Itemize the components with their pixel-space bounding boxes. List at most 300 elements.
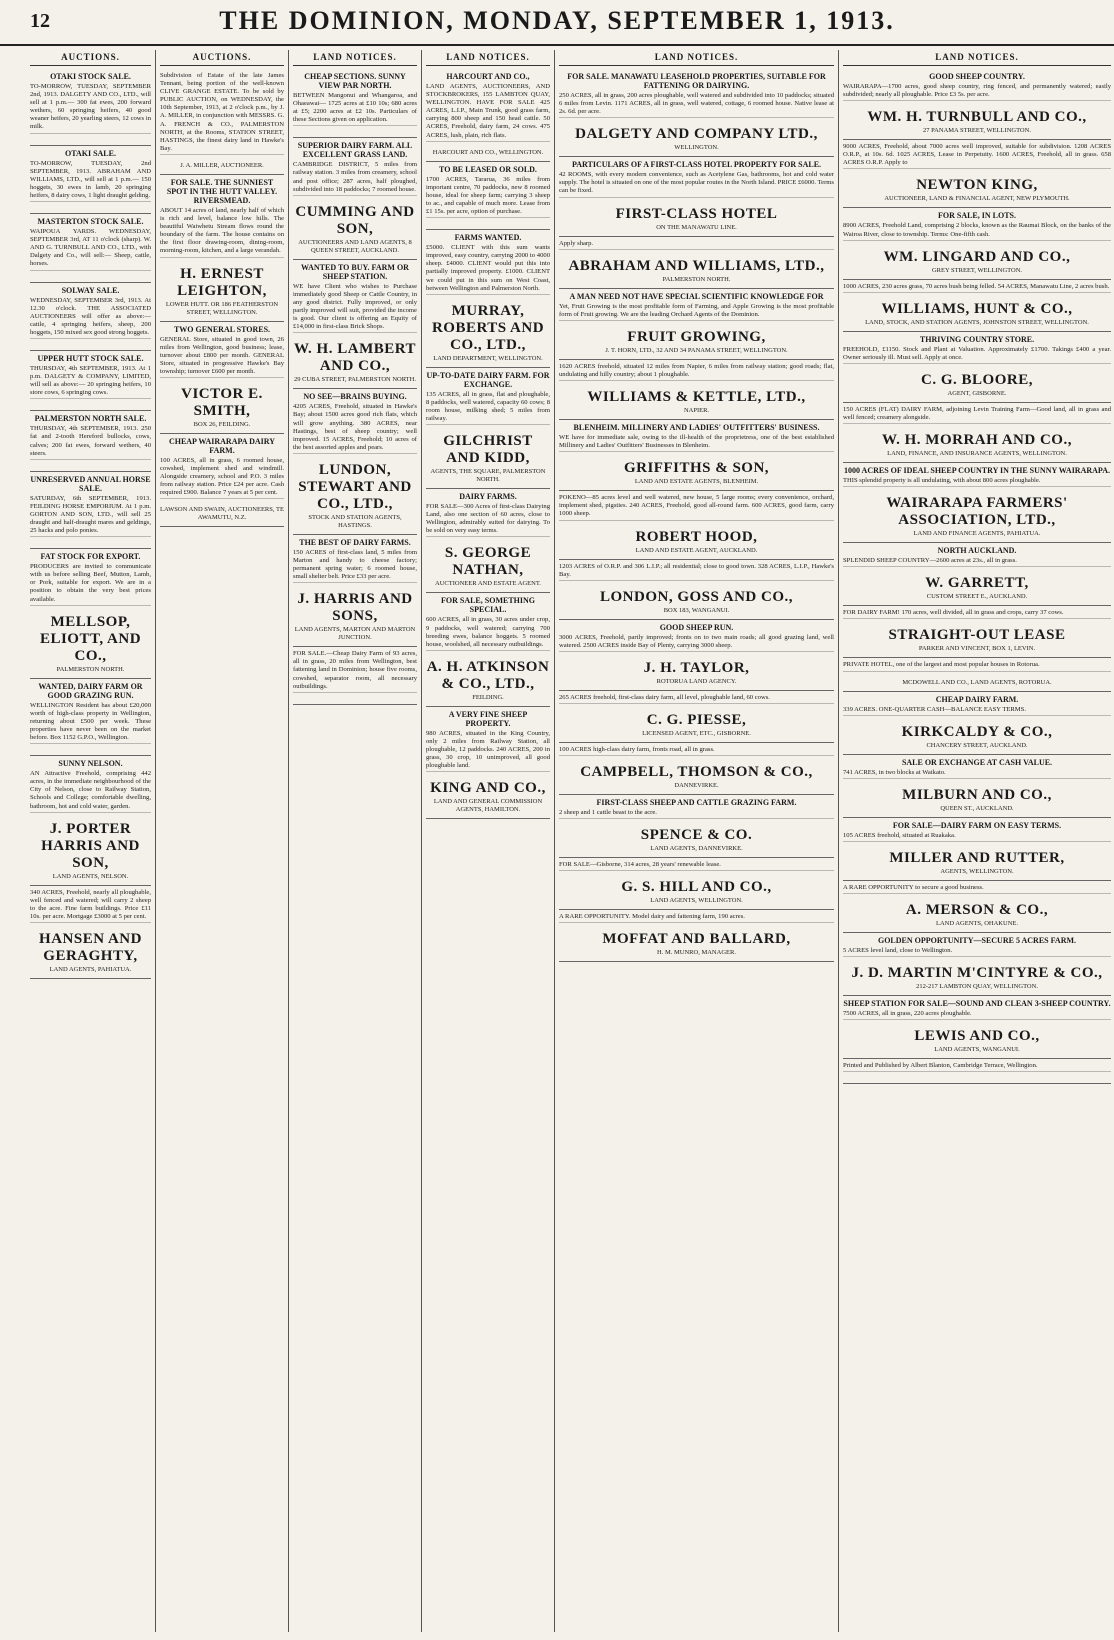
ad-body: AN Attractive Freehold, comprising 442 acres, in the immediate neighbourhood of the City of Nelson, close to Railway Station, Schools and College; comfortable dwelling, bathroom, hot and cold water, garden. [30, 770, 151, 810]
advertisement [30, 756, 151, 885]
ad-heading: THE BEST OF DAIRY FARMS. [299, 537, 411, 547]
ad-heading: TO BE LEASED OR SOLD. [439, 164, 537, 174]
ad-body: £5000. CLIENT with this sum wants improved, easy country, carrying 2000 to 4000 sheep. £4000. CLIENT would put this into partially improved property. £1000. CLIENT we could put in this sum on West Coast, between Wellington and Palmerston North. [426, 244, 550, 292]
ad-advertiser-address: MCDOWELL AND CO., LAND AGENTS, ROTORUA. [902, 678, 1052, 686]
ad-heading: GOOD SHEEP RUN. [659, 622, 734, 632]
ad-body: TO-MORROW, TUESDAY, 2nd SEPTEMBER, 1913. ABRAHAM AND WILLIAMS, LTD., will sell at 1 p.m.— 150 hoggets, 30 ewes in lamb, 20 springing heifers, 8 dairy cows, 1 light draught gelding. [30, 159, 151, 199]
ad-body: FOR SALE—Gisborne, 314 acres, 28 years' renewable lease. [559, 861, 721, 869]
advertisement [30, 472, 151, 549]
column-1 [26, 50, 156, 1632]
small-print-lines [559, 520, 834, 527]
small-print-lines [559, 703, 834, 710]
small-print-lines [30, 133, 151, 140]
advertisement [30, 214, 151, 282]
advertisement [426, 69, 550, 162]
small-print-lines [426, 294, 550, 301]
advertisement [559, 420, 834, 491]
ad-advertiser-address: 27 PANAMA STREET, WELLINGTON. [923, 127, 1031, 135]
ad-advertiser-address: ROTORUA LAND AGENCY. [656, 677, 737, 685]
ad-body: POKENO—85 acres level and well watered, new house, 5 large rooms; every convenience, orchard, implement shed, pigsties. 240 ACRES, Freehold, good all-round farm. 600 ACRES, good farm, carry 1000 sheep. [559, 494, 834, 518]
ad-advertiser-name: WILLIAMS & KETTLE, LTD., [587, 389, 806, 406]
advertisement [160, 175, 284, 322]
ad-heading: THRIVING COUNTRY STORE. [919, 334, 1035, 344]
small-print-lines [843, 841, 1111, 848]
small-print-lines [30, 201, 151, 208]
ad-advertiser-name: C. G. BLOORE, [921, 371, 1033, 388]
ad-body: TO-MORROW, TUESDAY, SEPTEMBER 2nd, 1913. DALGETY AND CO., LTD., will sell at 1 p.m.— 300 fat ewes, 200 forward wethers, 60 springing heifers, 40 good weaner heifers, 20 yearling steers, 12 cows in milk. [30, 83, 151, 131]
masthead [0, 0, 1114, 46]
ad-heading: A VERY FINE SHEEP PROPERTY. [448, 709, 528, 728]
ad-heading: GOLDEN OPPORTUNITY—SECURE 5 ACRES FARM. [877, 935, 1077, 945]
advertisement [843, 332, 1111, 403]
ad-body: THIS splendid property is all undulating, with about 800 acres ploughable. [843, 477, 1041, 485]
small-print-lines [30, 922, 151, 929]
column-5 [555, 50, 839, 1632]
advertisement [559, 491, 834, 559]
ad-body: 9000 ACRES, Freehold, about 7000 acres well improved, suitable for subdivision. 1208 ACRES O.R.P., at 10s. 6d. 1025 ACRES, Lease in Perpetuity. 1600 ACRES, Freehold, all in grass. 658 ACRES O.R.P. Apply to [843, 143, 1111, 167]
advertisement [426, 707, 550, 819]
ad-advertiser-name: J. HARRIS AND SONS, [297, 591, 413, 625]
small-print-lines [559, 755, 834, 762]
small-print-lines [843, 956, 1111, 963]
advertisement [293, 535, 417, 647]
ad-heading: SALE OR EXCHANGE AT CASH VALUE. [901, 757, 1053, 767]
ad-advertiser-name: LUNDON, STEWART AND CO., LTD., [298, 461, 412, 512]
column-6 [839, 50, 1114, 1632]
ad-heading: FOR SALE. THE SUNNIEST SPOT IN THE HUTT VALLEY. RIVERSMEAD. [166, 177, 278, 205]
advertisement [559, 910, 834, 962]
ad-advertiser-name: KING AND CO., [430, 780, 546, 797]
ad-advertiser-address: PALMERSTON NORTH. [56, 665, 125, 673]
small-print-lines [30, 459, 151, 466]
ad-body: 42 ROOMS, with every modern convenience, such as Acetylene Gas, bathrooms, hot and cold water supply. The hotel is situated on one of the most popular routes in the North Island. PRICE £6000. Terms can be fixed. [559, 171, 834, 195]
ad-body: WELLINGTON Resident has about £20,000 worth of high-class property in Wellington, returning about £500 per week. These properties have never been on the market before. Box 1152 G.P.O., Wellington. [30, 701, 151, 742]
ad-advertiser-name: STRAIGHT-OUT LEASE [888, 627, 1066, 644]
small-print-lines [293, 195, 417, 202]
column-heading: LAND NOTICES. [293, 50, 417, 66]
small-print-lines [160, 154, 284, 161]
ad-advertiser-name: CAMPBELL, THOMSON & CO., [580, 764, 813, 781]
advertisement [559, 691, 834, 743]
ad-heading: CHEAP SECTIONS. SUNNY VIEW PAR NORTH. [304, 72, 406, 90]
ad-body: A RARE OPPORTUNITY to secure a good business. [843, 883, 984, 891]
advertisement [160, 322, 284, 434]
advertisement [293, 260, 417, 390]
ad-advertiser-address: AGENT, GISBORNE. [947, 389, 1007, 397]
ad-body: WEDNESDAY, SEPTEMBER 3rd, 1913. At 12.30 o'clock. THE ASSOCIATED AUCTIONEERS will offer as above:— cattle, 4 springing heifers, sheep, 200 hoggets, 150 mixed sex good strong hoggets. [30, 296, 151, 336]
ad-body: 5 ACRES level land, close to Wellington. [843, 946, 953, 954]
ad-advertiser-name: J. D. MARTIN M'CINTYRE & CO., [851, 964, 1103, 981]
small-print-lines [843, 486, 1111, 493]
advertisement [843, 933, 1111, 996]
advertisement [559, 560, 834, 620]
column-4 [422, 50, 555, 1632]
ad-heading: FAT STOCK FOR EXPORT. [40, 552, 141, 562]
ad-heading: OTAKI STOCK SALE. [50, 72, 131, 81]
advertisement [293, 69, 417, 138]
ad-body: 135 ACRES, all in grass, flat and ploughable, 8 paddocks, well watered, capacity 60 cows; 8 room house, milking shed; 5 miles from railway. [426, 390, 550, 422]
ad-body: FOR SALE.—Cheap Dairy Farm of 93 acres, all in grass, 20 miles from Wellington, best fattening land in Dominion; house five rooms, cowshed, separator room, all necessary outbuildings. [293, 650, 417, 690]
advertisement [559, 360, 834, 420]
ad-heading: FARMS WANTED. [454, 233, 522, 243]
small-print-lines [293, 582, 417, 589]
ad-heading: SHEEP STATION FOR SALE—SOUND AND CLEAN 3-SHEEP COUNTRY. [843, 998, 1111, 1008]
ad-body: 265 ACRES freehold, first-class dairy farm, all level, ploughable land, 60 cows. [559, 693, 770, 701]
ad-body: 3000 ACRES, Freehold, partly improved; fronts on to two main roads; all good grazing land, well watered. 2500 ACRES inside Bay of Plenty, carrying 3000 sheep. [559, 633, 834, 649]
ad-advertiser-name: G. S. HILL AND CO., [621, 879, 772, 896]
ad-body: 8900 ACRES, Freehold Land, comprising 2 blocks, known as the Raumai Block, on the banks of the Wairoa River, close to township. Terms: One-fifth cash. [843, 222, 1111, 238]
ad-advertiser-address: CUSTOM STREET E., AUCKLAND. [926, 593, 1028, 601]
ad-advertiser-address: LAND, STOCK, AND STATION AGENTS, JOHNSTON STREET, WELLINGTON. [865, 318, 1089, 326]
small-print-lines [559, 870, 834, 877]
advertisement [559, 743, 834, 795]
small-print-lines [843, 715, 1111, 722]
ad-body: A RARE OPPORTUNITY. Model dairy and fattening farm, 190 acres. [559, 913, 745, 921]
ad-heading: FOR SALE—DAIRY FARM ON EASY TERMS. [892, 820, 1062, 830]
small-print-lines [30, 338, 151, 345]
ad-advertiser-name: J. H. TAYLOR, [643, 659, 750, 676]
small-print-lines [426, 424, 550, 431]
ad-advertiser-address: H. M. MUNRO, MANAGER. [657, 949, 736, 957]
ad-advertiser-address: PARKER AND VINCENT, BOX 1, LEVIN. [918, 645, 1036, 653]
small-print-lines [293, 332, 417, 339]
small-print-lines [30, 398, 151, 405]
ad-heading: NORTH AUCKLAND. [937, 546, 1017, 556]
ad-advertiser-name: GRIFFITHS & SON, [623, 460, 770, 477]
ad-advertiser-address: DANNEVIRKE. [674, 782, 719, 790]
ad-heading: MASTERTON STOCK SALE. [37, 217, 144, 227]
small-print-lines [30, 536, 151, 543]
small-print-lines [160, 498, 284, 505]
ad-advertiser-name: A. MERSON & CO., [905, 901, 1049, 918]
small-print-lines [426, 141, 550, 148]
column-heading: AUCTIONS. [30, 50, 151, 66]
ad-body: FOR DAIRY FARM! 170 acres, well divided, all in grass and crops, carry 37 cows. [843, 609, 1064, 617]
ad-heading: FOR SALE, IN LOTS. [937, 211, 1017, 221]
ad-body: 1620 ACRES freehold, situated 12 miles from Napier, 6 miles from railway station; good roads; flat, undulating and hilly country; about 1 ploughable. [559, 362, 834, 378]
small-print-lines [843, 363, 1111, 370]
small-print-lines [559, 651, 834, 658]
advertisement [293, 138, 417, 259]
ad-advertiser-address: ON THE MANAWATU LINE. [656, 223, 737, 231]
small-print-lines [559, 451, 834, 458]
ad-advertiser-name: GILCHRIST AND KIDD, [443, 433, 533, 467]
advertisement [30, 69, 151, 146]
small-print-lines [293, 125, 417, 132]
ad-advertiser-address: LAND AND FINANCE AGENTS, PAHIATUA. [913, 530, 1041, 538]
small-print-lines [843, 566, 1111, 573]
advertisement [559, 858, 834, 910]
ad-body: THURSDAY, 4th SEPTEMBER, 1913. 250 fat and 2-tooth Hereford bullocks, cows, calves; 200 fat ewes, forward wethers, 40 steers. [30, 425, 151, 457]
ad-heading: WANTED, DAIRY FARM OR GOOD GRAZING RUN. [38, 681, 143, 700]
advertisement [559, 620, 834, 691]
small-print-lines [426, 650, 550, 657]
ad-advertiser-name: ABRAHAM AND WILLIAMS, LTD., [568, 257, 825, 274]
ad-body: PRIVATE HOTEL, one of the largest and most popular houses in Rotorua. [843, 661, 1040, 669]
ad-advertiser-address: AUCTIONEERS AND LAND AGENTS, 8 QUEEN STREET, AUCKLAND. [298, 238, 412, 254]
small-print-lines [843, 240, 1111, 247]
ad-heading: A MAN NEED NOT HAVE SPECIAL SCIENTIFIC KNOWLEDGE FOR [569, 291, 824, 301]
ad-body: BETWEEN Mangonui and Whangaroa, and Ohaeawai— 1725 acres at £10 10s; 680 acres at £5; 2200 acres at £2 10s. Particulars of these Sections given on application. [293, 92, 417, 124]
column-2 [156, 50, 289, 1632]
column-heading: LAND NOTICES. [426, 50, 550, 66]
advertisement [843, 692, 1111, 755]
ad-body: ABOUT 14 acres of land, nearly half of which is rich and level, balance low hills. The beautiful Waiwhetu Stream flows round the boundary of the farm. The house contains on the first floor drawing-room, dining-room, morning-room, kitchen, and a large verandah. [160, 206, 284, 255]
small-print-lines [559, 320, 834, 327]
ad-advertiser-address: AGENTS, WELLINGTON. [940, 867, 1014, 875]
small-print-lines [559, 197, 834, 204]
small-print-lines [843, 671, 1111, 678]
advertisement [559, 795, 834, 858]
ad-advertiser-address: AGENTS, THE SQUARE, PALMERSTON NORTH. [430, 468, 546, 484]
ad-advertiser-address: AUCTIONEER, LAND & FINANCIAL AGENT, NEW PLYMOUTH. [884, 195, 1070, 203]
ad-heading: FOR SALE. MANAWATU LEASEHOLD PROPERTIES, SUITABLE FOR FATTENING OR DAIRYING. [567, 72, 826, 90]
ad-advertiser-name: MELLSOP, ELIOTT, AND CO., [39, 613, 142, 664]
ad-advertiser-name: WILLIAMS, HUNT & CO., [881, 300, 1073, 317]
advertisement [843, 818, 1111, 881]
small-print-lines [559, 117, 834, 124]
small-print-lines [426, 217, 550, 224]
ad-advertiser-name: H. ERNEST LEIGHTON, [177, 265, 267, 299]
ad-advertiser-address: LAND AND ESTATE AGENT, AUCKLAND. [635, 546, 758, 554]
ad-advertiser-name: LEWIS AND CO., [914, 1028, 1040, 1045]
column-heading: AUCTIONS. [160, 50, 284, 66]
ad-advertiser-address: J. A. MILLER, AUCTIONEER. [180, 161, 264, 169]
ad-body: 2 sheep and 1 cattle beast to the acre. [559, 809, 657, 817]
ad-advertiser-address: LAND AGENTS, NELSON. [52, 872, 129, 880]
advertisement [843, 606, 1111, 658]
advertisement [843, 755, 1111, 818]
ad-advertiser-name: HANSEN AND GERAGHTY, [39, 930, 142, 964]
ad-body: SATURDAY, 6th SEPTEMBER, 1913. FEILDING HORSE EMPORIUM. At 1 p.m. GORTON AND SON, LTD., will sell 25 draught and half-draught mares and geldings, 25 hacks and polo ponies. [30, 494, 151, 535]
ad-advertiser-name: DALGETY AND COMPANY LTD., [575, 126, 818, 143]
small-print-lines [559, 380, 834, 387]
ad-body: 741 ACRES, in two blocks at Waikato. [843, 768, 946, 776]
advertisement [843, 463, 1111, 543]
ad-body: 7500 ACRES, all in grass, 220 acres ploughable. [843, 1009, 972, 1017]
small-print-lines [160, 257, 284, 264]
ad-advertiser-address: LAND DEPARTMENT, WELLINGTON. [433, 354, 543, 362]
ad-advertiser-name: FIRST-CLASS HOTEL [615, 205, 778, 222]
ad-advertiser-name: MILBURN AND CO., [902, 786, 1052, 803]
advertisement [843, 403, 1111, 463]
advertisement [30, 549, 151, 678]
ad-advertiser-address: 29 CUBA STREET, PALMERSTON NORTH. [294, 376, 416, 384]
ad-body: 100 ACRES high-class dairy farm, fronts road, all in grass. [559, 745, 715, 753]
ad-body: WAIPOUA YARDS. WEDNESDAY, SEPTEMBER 3rd, AT 11 o'clock (sharp). W. AND G. TURNBULL AND CO., LTD., with Dalgety and Co., will sell:— Sheep, cattle, horses. [30, 228, 151, 268]
ad-body: WE have for immediate sale, owing to the ill-health of the proprietress, one of the best established Millinery and Ladies' Outfitters' Businesses in Blenheim. [559, 434, 834, 450]
ad-body: 339 ACRES. ONE-QUARTER CASH—BALANCE EASY TERMS. [843, 705, 1026, 713]
advertisement [426, 489, 550, 593]
ad-advertiser-name: FRUIT GROWING, [627, 328, 766, 345]
advertisement [30, 411, 151, 471]
advertisement [559, 237, 834, 289]
ad-heading: PALMERSTON NORTH SALE. [34, 414, 147, 424]
small-print-lines [843, 893, 1111, 900]
ad-heading: UPPER HUTT STOCK SALE. [37, 353, 144, 363]
ad-body: 100 ACRES, all in grass, 6 roomed house, cowshed, implement shed and windmill. Alongside creamery, school and P.O. 3 miles from railway station. Price £24 per acre. Cash required £900. Balance 7 years at 5 per cent. [160, 456, 284, 497]
ad-advertiser-name: WAIRARAPA FARMERS' ASSOCIATION, LTD., [886, 495, 1068, 529]
small-print-lines [843, 292, 1111, 299]
ad-advertiser-address: PALMERSTON NORTH. [662, 275, 731, 283]
ad-body: 150 ACRES (FLAT) DAIRY FARM, adjoining Levin Training Farm—Good land, all in grass and well fenced; creamery alongside. [843, 405, 1111, 422]
ad-heading: 1000 ACRES OF IDEAL SHEEP COUNTRY IN THE SUNNY WAIRARAPA. [844, 466, 1110, 476]
ad-advertiser-address: LAND AGENTS, PAHIATUA. [49, 965, 132, 973]
ad-advertiser-address: LAND AND ESTATE AGENTS, BLENHEIM. [634, 478, 759, 486]
small-print-lines [843, 778, 1111, 785]
ad-advertiser-name: MOFFAT AND BALLARD, [602, 931, 791, 948]
ad-heading: GOOD SHEEP COUNTRY. [929, 72, 1025, 81]
ad-body: WE have Client who wishes to Purchase immediately good Sheep or Cattle Country, in any good district. Fully improved, or only partly improved will suit, provided the income is good. Our client is offering an Equity of £14,000 in first-class Brick Shops. [293, 282, 417, 331]
ad-body: FREEHOLD, £1150. Stock and Plant at Valuation. Approximately £1700. Takings £400 a year. Owner seriously ill. Must sell. Apply at once. [843, 345, 1111, 361]
ad-heading: TWO GENERAL STORES. [173, 324, 271, 334]
advertisement [426, 162, 550, 230]
ad-heading: FOR SALE, SOMETHING SPECIAL. [440, 596, 535, 615]
ad-advertiser-name: KIRKCALDY & CO., [901, 723, 1053, 740]
small-print-lines [426, 771, 550, 778]
advertisement [843, 280, 1111, 332]
ad-advertiser-name: MILLER AND RUTTER, [889, 849, 1065, 866]
ad-body: 250 ACRES, all in grass, 200 acres ploughable, well watered and subdivided into 10 paddocks; situated 6 miles from Levin. 1171 ACRES, all in grass, well watered, cottage, 6 roomed house. Native lease at 2s. 6d. per acre. [559, 92, 834, 116]
ad-body: THURSDAY, 4th SEPTEMBER, 1913. At 1 p.m. DALGETY & COMPANY, LIMITED, will sell as above:— 20 springing heifers, 10 store cows, 6 springing cows. [30, 364, 151, 397]
ad-body: FOR SALE—300 Acres of first-class Dairying Land, also one section of 60 acres, close to Wellington, admirably suited for dairying. To be sold on very easy terms. [426, 503, 550, 535]
ad-advertiser-address: BOX 26, FEILDING. [193, 420, 251, 428]
ad-advertiser-name: ROBERT HOOD, [635, 528, 758, 545]
small-print-lines [426, 536, 550, 543]
ad-heading: WANTED TO BUY. FARM OR SHEEP STATION. [301, 262, 409, 281]
advertisement [293, 647, 417, 704]
ad-heading: PARTICULARS OF A FIRST-CLASS HOTEL PROPERTY FOR SALE. [571, 160, 822, 170]
small-print-lines [293, 692, 417, 699]
ad-heading: CHEAP WAIRARAPA DAIRY FARM. [168, 436, 276, 455]
column-3 [289, 50, 422, 1632]
advertisement [30, 283, 151, 351]
ad-advertiser-address: LAND AGENTS, OHAKUNE. [936, 919, 1018, 927]
ad-advertiser-address: LAWSON AND SWAIN, AUCTIONEERS, TE AWAMUTU, N.Z. [160, 506, 284, 522]
ad-body: 1700 ACRES, Tararua, 36 miles from important centre, 70 paddocks, new 8 roomed house, ideal for sheep farm; carrying 3 sheep to ac., and capable of much more. Lease from £1 15s. per acre, option of purchase. [426, 175, 550, 216]
ad-advertiser-address: AUCTIONEER AND ESTATE AGENT. [435, 580, 541, 588]
ad-advertiser-name: MURRAY, ROBERTS AND CO., LTD., [431, 302, 545, 353]
advertisement [843, 208, 1111, 279]
advertisement [426, 368, 550, 489]
small-print-lines [559, 580, 834, 587]
ad-advertiser-name: VICTOR E. SMITH, [181, 385, 263, 419]
ad-body: 150 ACRES of first-class land, 5 miles from Marton and handy to cheese factory; permanent spring water; 6 roomed house, small shelter belt. Price £33 per acre. [293, 548, 417, 581]
ad-body: 4205 ACRES, Freehold, situated in Hawke's Bay; about 1500 acres good rich flats, which will grow anything. 380 ACRES, near Hastings, best of sheep country; well improved. 15 ACRES, Freehold; 10 acres of the best assorted apples and pears. [293, 403, 417, 451]
ad-body: PRODUCERS are invited to communicate with us before selling Beef, Mutton, Lamb, or Pork, suitable for export. We are in a position to obtain the very best prices available. [30, 563, 151, 603]
ad-body: LAND AGENTS, AUCTIONEERS, AND STOCKBROKERS, 155 LAMBTON QUAY, WELLINGTON. HAVE FOR SALE 425 ACRES, L.I.P., Main Trunk, good grass farm, carrying 800 sheep and 150 head cattle. 50 ACRES, Freehold, dairy farm, 24 cows. 475 ACRES, lush, plain, rich flats. [426, 83, 550, 139]
ad-advertiser-name: A. H. ATKINSON & CO., LTD., [426, 658, 550, 692]
small-print-lines [843, 1019, 1111, 1026]
ad-heading: HARCOURT AND CO., [446, 72, 530, 81]
small-print-lines [30, 605, 151, 612]
small-print-lines [843, 100, 1111, 107]
advertisement [559, 69, 834, 157]
advertisement [30, 886, 151, 979]
ad-advertiser-name: C. G. PIESSE, [646, 711, 747, 728]
small-print-lines [293, 453, 417, 460]
ad-advertiser-name: WM. LINGARD AND CO., [883, 248, 1071, 265]
advertisement [30, 679, 151, 756]
ad-advertiser-name: CUMMING AND SON, [295, 203, 415, 237]
ad-advertiser-address: LAND AGENTS, MARTON AND MARTON JUNCTION. [294, 626, 416, 642]
ad-advertiser-address: LAND AND GENERAL COMMISSION AGENTS, HAMILTON. [433, 798, 543, 814]
ad-body: 980 ACRES, situated in the King Country, only 2 miles from Railway Station, all ploughable, 12 paddocks. 240 ACRES, 200 in grass, 30 crop, 10 unimproved, all good ploughable land. [426, 729, 550, 770]
ad-advertiser-address: LOWER HUTT. OR 186 FEATHERSTON STREET, WELLINGTON. [165, 300, 279, 316]
ad-heading: SUPERIOR DAIRY FARM. ALL EXCELLENT GRASS LAND. [297, 141, 413, 160]
ad-advertiser-address: 212-217 LAMBTON QUAY, WELLINGTON. [916, 982, 1038, 990]
ad-advertiser-name: J. PORTER HARRIS AND SON, [41, 820, 140, 871]
small-print-lines [30, 812, 151, 819]
ad-body: CAMBRIDGE DISTRICT, 5 miles from railway station. 3 miles from creamery, school and post office; 287 acres, half ploughed, subdivided into 18 paddocks; 7 roomed house. [293, 161, 417, 193]
advertisement [160, 434, 284, 527]
small-print-lines [559, 249, 834, 256]
advertisement [559, 289, 834, 360]
ad-body: Printed and Published by Albert Blanton, Cambridge Terrace, Wellington. [843, 1062, 1038, 1070]
ad-advertiser-address: QUEEN ST., AUCKLAND. [940, 804, 1014, 812]
columns-area [26, 50, 1111, 1632]
ad-advertiser-name: SPENCE & CO. [640, 827, 753, 844]
ad-advertiser-address: BOX 183, WANGANUI. [663, 606, 730, 614]
small-print-lines [843, 168, 1111, 175]
ad-advertiser-address: LAND AGENTS, WELLINGTON. [650, 897, 743, 905]
small-print-lines [30, 743, 151, 750]
column-heading: LAND NOTICES. [843, 50, 1111, 66]
small-print-lines [30, 270, 151, 277]
advertisement [426, 593, 550, 706]
ad-body: 600 ACRES, all in grass, 30 acres under crop, 9 paddocks, well watered; carrying 700 breeding ewes, balance hoggets. 5 roomed house, woolshed, all necessary outbuildings. [426, 616, 550, 648]
small-print-lines [559, 922, 834, 929]
ad-heading: UP-TO-DATE DAIRY FARM. FOR EXCHANGE. [426, 370, 550, 389]
small-print-lines [160, 377, 284, 384]
ad-body: 1203 ACRES of O.R.P. and 306 L.I.P.; all residential; close to good town. 328 ACRES, L.I.P., Hawke's Bay. [559, 562, 834, 578]
ad-body: WAIRARAPA—1700 acres, good sheep country, ring fenced, and permanently watered; easily subdivided; nearly all ploughable. Price £3 5s. per acre. [843, 83, 1111, 99]
advertisement [843, 543, 1111, 606]
ad-advertiser-address: CHANCERY STREET, AUCKLAND. [926, 741, 1028, 749]
advertisement [160, 69, 284, 175]
ad-body: GENERAL Store, situated in good town, 26 miles from Wellington, good business; lease, turnover about £800 per month. GENERAL Store, situated in progressive Hawke's Bay township; turnover £600 per month. [160, 335, 284, 375]
ad-advertiser-address: LICENSED AGENT, ETC., GISBORNE. [642, 729, 751, 737]
ad-advertiser-name: S. GEORGE NATHAN, [444, 545, 532, 579]
advertisement [426, 230, 550, 368]
ad-heading: NO SEE—BRAINS BUYING. [303, 392, 407, 402]
ad-advertiser-name: WM. H. TURNBULL AND CO., [867, 109, 1087, 126]
ad-heading: UNRESERVED ANNUAL HORSE SALE. [30, 474, 151, 493]
ad-advertiser-name: LONDON, GOSS AND CO., [599, 588, 794, 605]
ad-advertiser-name: NEWTON KING, [916, 177, 1038, 194]
ad-heading: OTAKI SALE. [65, 148, 116, 158]
ad-advertiser-address: NAPIER. [683, 407, 710, 415]
advertisement [843, 1059, 1111, 1084]
advertisement [30, 351, 151, 411]
column-heading: LAND NOTICES. [559, 50, 834, 66]
small-print-lines [559, 818, 834, 825]
ad-body: Subdivision of Estate of the late James Tennant, being portion of the well-known CLIVE GRANGE ESTATE. To be sold by PUBLIC AUCTION, on WEDNESDAY, the 10th September, 1913, at 2 o'clock p.m., by J. A. MILLER, in conjunction with MESSRS. G. A. FRENCH & CO., PALMERSTON NORTH, at the Rooms, STATION STREET, HASTINGS, the finest dairy land in Hawke's Bay. [160, 72, 284, 152]
ad-body: Apply sharp. [559, 239, 594, 247]
ad-heading: CHEAP DAIRY FARM. [935, 694, 1019, 704]
advertisement [293, 389, 417, 535]
newspaper-title: THE DOMINION, MONDAY, SEPTEMBER 1, 1913. [219, 6, 895, 35]
advertisement [843, 140, 1111, 208]
ad-heading: SUNNY NELSON. [58, 759, 123, 769]
ad-advertiser-address: LAND AGENTS, DANNEVIRKE. [650, 845, 743, 853]
advertisement [843, 996, 1111, 1059]
ad-heading: DAIRY FARMS. [459, 492, 517, 502]
ad-heading: FIRST-CLASS SHEEP AND CATTLE GRAZING FARM. [596, 798, 797, 808]
ad-advertiser-address: WELLINGTON. [674, 144, 719, 152]
ad-advertiser-name: W. GARRETT, [925, 575, 1029, 592]
ad-advertiser-address: GREY STREET, WELLINGTON. [931, 266, 1023, 274]
